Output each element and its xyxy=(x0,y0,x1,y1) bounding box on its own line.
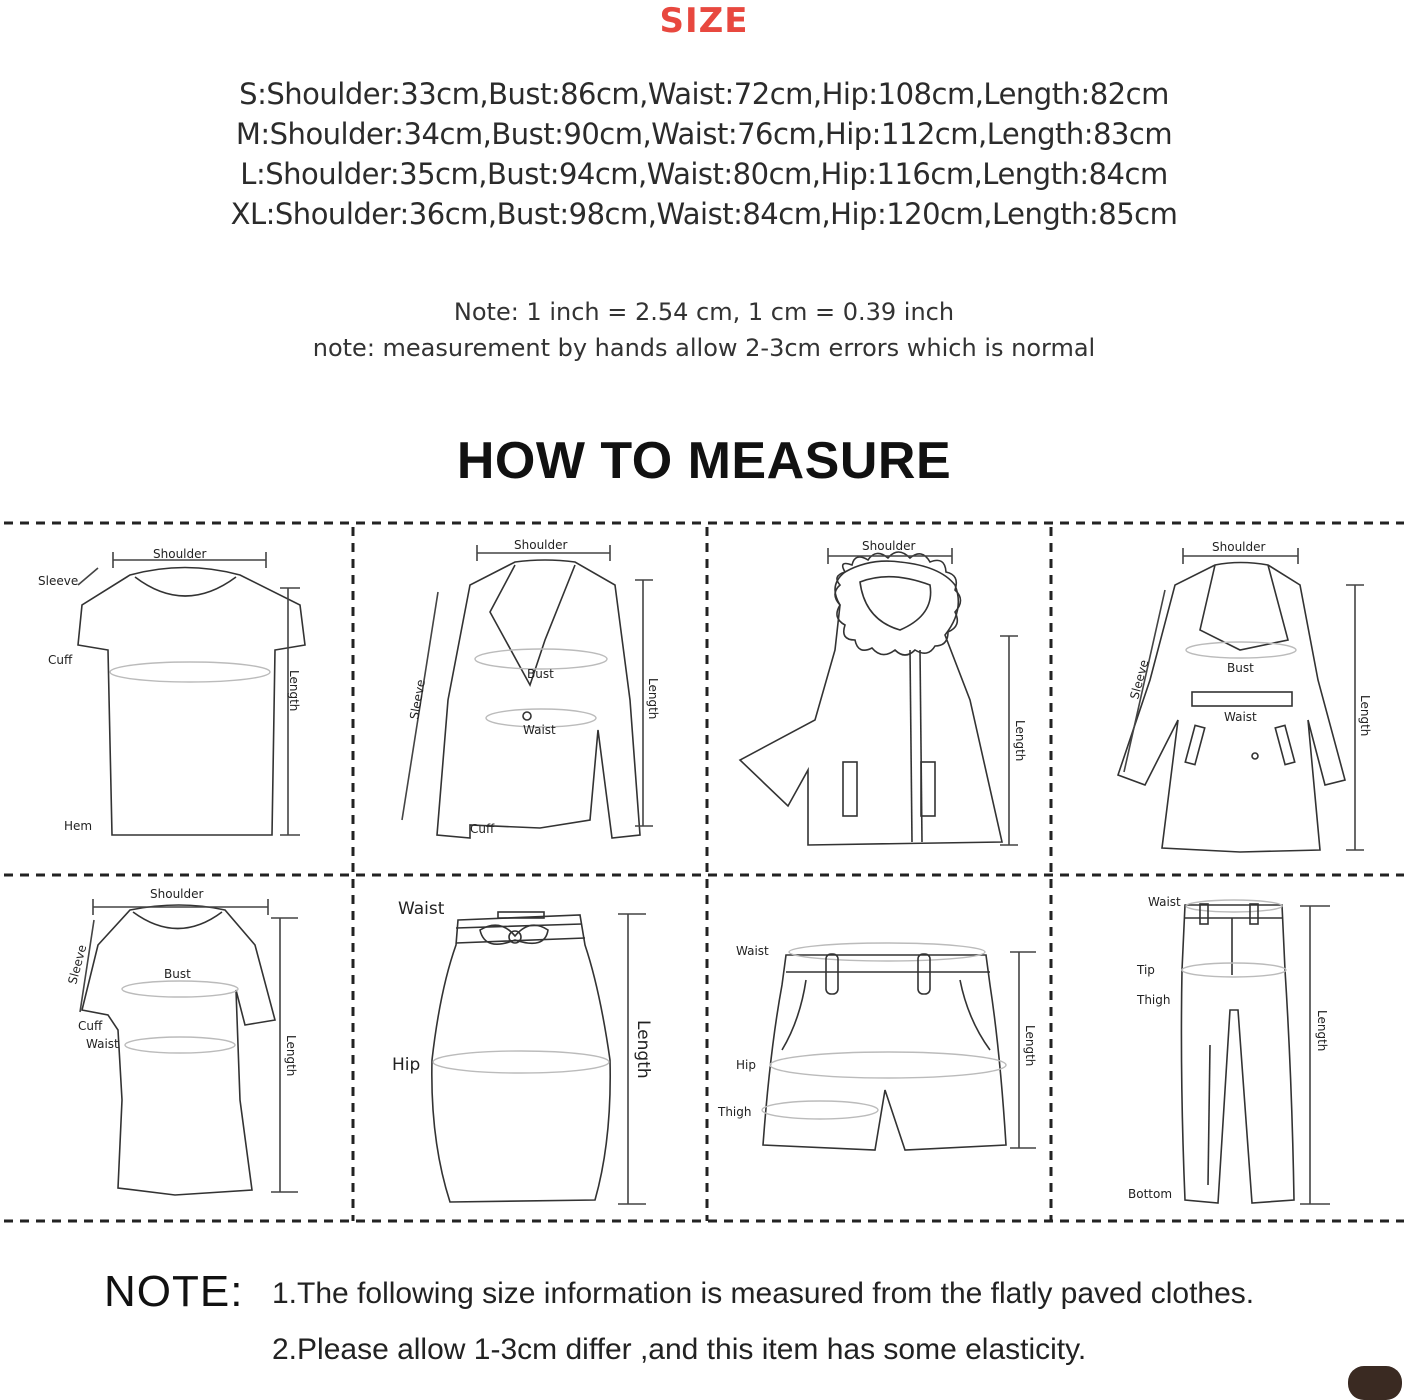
size-row-xl: XL:Shoulder:36cm,Bust:98cm,Waist:84cm,Hip:120cm,Length:85cm xyxy=(230,197,1178,231)
tshirt-sleeve-label: Sleeve xyxy=(38,574,79,588)
coat-sleeve-label: Sleeve xyxy=(1127,658,1152,701)
skirt-length-label: Length xyxy=(633,1020,653,1079)
shorts-thigh-label: Thigh xyxy=(718,1105,752,1119)
size-chart xyxy=(0,74,1408,234)
blazer-sleeve-label: Sleeve xyxy=(407,678,428,721)
note-item-2: 2.Please allow 1-3cm differ ,and this item has some elasticity. xyxy=(272,1333,1087,1366)
cape-diagram xyxy=(740,539,1027,845)
bottom-note xyxy=(0,1262,1408,1384)
pants-bottom-label: Bottom xyxy=(1128,1187,1173,1201)
blazer-waist-label: Waist xyxy=(523,723,556,737)
dress-waist-label: Waist xyxy=(86,1037,119,1051)
tshirt-hem-label: Hem xyxy=(64,819,93,833)
blazer-diagram xyxy=(402,538,660,838)
cape-length-label: Length xyxy=(1013,720,1027,762)
dress-diagram xyxy=(65,887,298,1195)
shorts-diagram xyxy=(717,943,1037,1150)
dress-sleeve-label: Sleeve xyxy=(65,943,90,986)
coat-diagram xyxy=(1118,540,1372,852)
note-label: NOTE: xyxy=(104,1267,244,1316)
grid-lines xyxy=(4,523,1404,1221)
dress-cuff-label: Cuff xyxy=(78,1019,103,1033)
size-title: SIZE xyxy=(659,1,749,41)
size-row-l: L:Shoulder:35cm,Bust:94cm,Waist:80cm,Hip:116cm,Length:84cm xyxy=(240,157,1168,191)
coat-length-label: Length xyxy=(1358,695,1372,737)
pants-diagram xyxy=(1128,895,1330,1204)
coat-shoulder-label: Shoulder xyxy=(1212,540,1266,554)
blazer-length-label: Length xyxy=(646,678,660,720)
note-item-1: 1.The following size information is measured from the flatly paved clothes. xyxy=(272,1277,1255,1310)
coat-waist-label: Waist xyxy=(1224,710,1257,724)
tshirt-shoulder-label: Shoulder xyxy=(153,547,207,561)
pants-length-label: Length xyxy=(1315,1010,1329,1052)
pants-waist-label: Waist xyxy=(1148,895,1181,909)
how-to-measure-title: HOW TO MEASURE xyxy=(456,432,952,490)
blazer-bust-label: Bust xyxy=(527,667,554,681)
size-row-m: M:Shoulder:34cm,Bust:90cm,Waist:76cm,Hip:112cm,Length:83cm xyxy=(235,117,1173,151)
size-row-s: S:Shoulder:33cm,Bust:86cm,Waist:72cm,Hip:108cm,Length:82cm xyxy=(239,77,1169,111)
blazer-shoulder-label: Shoulder xyxy=(514,538,568,552)
dress-bust-label: Bust xyxy=(164,967,191,981)
dress-shoulder-label: Shoulder xyxy=(150,887,204,901)
corner-badge xyxy=(1348,1366,1402,1400)
tshirt-diagram xyxy=(38,547,305,835)
cape-shoulder-label: Shoulder xyxy=(862,539,916,553)
shorts-waist-label: Waist xyxy=(736,944,769,958)
pants-thigh-label: Thigh xyxy=(1137,993,1171,1007)
skirt-hip-label: Hip xyxy=(392,1055,421,1075)
pants-tip-label: Tip xyxy=(1137,963,1155,977)
blazer-cuff-label: Cuff xyxy=(470,822,495,836)
skirt-waist-label: Waist xyxy=(398,899,445,919)
shorts-hip-label: Hip xyxy=(736,1058,756,1072)
tshirt-length-label: Length xyxy=(287,670,301,712)
dress-length-label: Length xyxy=(284,1035,298,1077)
coat-bust-label: Bust xyxy=(1227,661,1254,675)
measure-diagram-grid xyxy=(0,515,1408,1230)
error-note: note: measurement by hands allow 2-3cm errors which is normal xyxy=(312,334,1096,362)
tshirt-cuff-label: Cuff xyxy=(48,653,73,667)
measurement-notes xyxy=(0,294,1408,366)
conversion-note: Note: 1 inch = 2.54 cm, 1 cm = 0.39 inch xyxy=(453,298,955,326)
skirt-diagram xyxy=(392,899,653,1204)
shorts-length-label: Length xyxy=(1023,1025,1037,1067)
